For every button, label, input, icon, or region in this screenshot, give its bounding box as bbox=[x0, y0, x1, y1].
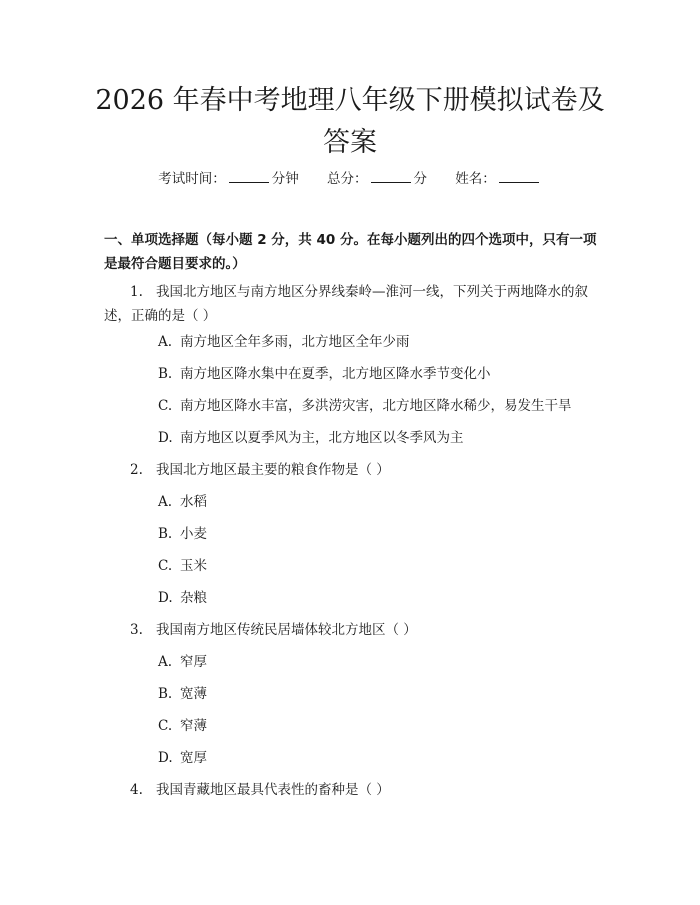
exam-info-line bbox=[0, 168, 700, 189]
option-letter: A. bbox=[158, 494, 173, 510]
option-text: 南方地区以夏季风为主，北方地区以冬季风为主 bbox=[180, 430, 464, 446]
answer-option bbox=[158, 652, 598, 672]
option-text: 水稻 bbox=[180, 494, 207, 510]
question-number: 1. bbox=[130, 284, 143, 300]
question-text: 我国南方地区传统民居墙体较北方地区（ ） bbox=[156, 622, 417, 638]
answer-option bbox=[158, 396, 598, 416]
option-text: 南方地区全年多雨，北方地区全年少雨 bbox=[180, 334, 410, 350]
question-number: 2. bbox=[130, 462, 143, 478]
total-score-label: 总分： bbox=[327, 171, 368, 187]
answer-option bbox=[158, 332, 598, 352]
exam-time-label: 考试时间： bbox=[158, 171, 226, 187]
question-stem bbox=[104, 618, 600, 642]
option-letter: B. bbox=[158, 366, 173, 382]
option-letter: C. bbox=[158, 398, 173, 414]
answer-option bbox=[158, 428, 598, 448]
total-score-field bbox=[327, 168, 427, 189]
answer-option bbox=[158, 748, 598, 768]
student-name-blank bbox=[499, 168, 539, 183]
answer-option bbox=[158, 588, 598, 608]
answer-option bbox=[158, 716, 598, 736]
option-letter: B. bbox=[158, 526, 173, 542]
option-letter: C. bbox=[158, 718, 173, 734]
section-heading: 一、单项选择题（每小题 2 分，共 40 分。在每小题列出的四个选项中，只有一项是最符合题目要求的。） bbox=[104, 232, 597, 272]
option-text: 窄厚 bbox=[180, 654, 207, 670]
question-number: 3. bbox=[130, 622, 143, 638]
student-name-field bbox=[455, 168, 542, 189]
total-score-unit: 分 bbox=[413, 171, 427, 187]
question-text: 我国青藏地区最具代表性的畜种是（ ） bbox=[156, 782, 390, 798]
question-number: 4. bbox=[130, 782, 143, 798]
option-text: 玉米 bbox=[180, 558, 207, 574]
option-letter: C. bbox=[158, 558, 173, 574]
option-text: 南方地区降水丰富，多洪涝灾害，北方地区降水稀少，易发生干旱 bbox=[180, 398, 572, 414]
answer-option bbox=[158, 364, 598, 384]
question-text: 我国北方地区与南方地区分界线秦岭—淮河一线，下列关于两地降水的叙述，正确的是（ ） bbox=[104, 284, 588, 324]
question-stem bbox=[104, 778, 600, 802]
question-stem bbox=[104, 280, 600, 328]
option-text: 宽厚 bbox=[180, 750, 207, 766]
answer-option bbox=[158, 492, 598, 512]
option-text: 杂粮 bbox=[180, 590, 207, 606]
option-letter: B. bbox=[158, 686, 173, 702]
question-stem bbox=[104, 458, 600, 482]
option-text: 宽薄 bbox=[180, 686, 207, 702]
total-score-blank bbox=[371, 168, 411, 183]
answer-option bbox=[158, 684, 598, 704]
option-letter: A. bbox=[158, 334, 173, 350]
option-text: 小麦 bbox=[180, 526, 207, 542]
option-letter: D. bbox=[158, 590, 173, 606]
exam-time-blank bbox=[229, 168, 269, 183]
answer-option bbox=[158, 556, 598, 576]
option-letter: D. bbox=[158, 750, 173, 766]
exam-time-unit: 分钟 bbox=[271, 171, 299, 187]
option-letter: D. bbox=[158, 430, 173, 446]
exam-time-field bbox=[158, 168, 299, 189]
page-title: 2026 年春中考地理八年级下册模拟试卷及答案 bbox=[95, 85, 605, 158]
student-name-label: 姓名： bbox=[455, 171, 496, 187]
answer-option bbox=[158, 524, 598, 544]
option-text: 南方地区降水集中在夏季，北方地区降水季节变化小 bbox=[180, 366, 491, 382]
question-text: 我国北方地区最主要的粮食作物是（ ） bbox=[156, 462, 390, 478]
option-text: 窄薄 bbox=[180, 718, 207, 734]
option-letter: A. bbox=[158, 654, 173, 670]
